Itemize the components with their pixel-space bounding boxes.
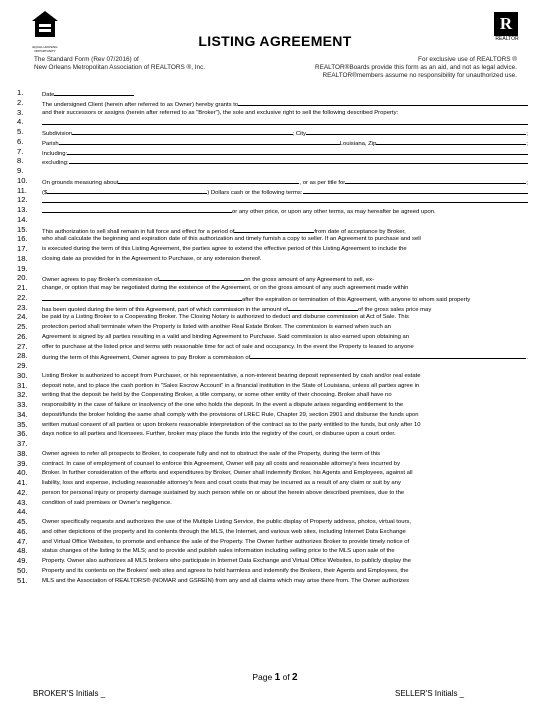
line-number: 15. [17, 224, 28, 234]
fill-in-blank[interactable] [345, 176, 526, 184]
seller-initials[interactable]: SELLER'S Initials _ [395, 689, 465, 698]
agreement-line [0, 332, 550, 342]
line-text [42, 488, 528, 498]
agreement-line [0, 400, 550, 410]
line-text-b: from date of acceptance by Broker, [314, 228, 406, 235]
association-name: New Orleans Metropolitan Association of REALTORS ®, Inc. [34, 64, 206, 71]
line-number: 40. [17, 468, 28, 478]
line-number: 42. [17, 487, 28, 497]
line-text [42, 420, 528, 430]
header-right-notice [315, 56, 517, 80]
line-number: 6. [17, 136, 24, 146]
fill-in-blank[interactable] [118, 176, 299, 184]
page-prefix: Page [252, 672, 273, 682]
line-text [42, 342, 528, 352]
fill-in-blank[interactable] [306, 127, 526, 135]
agreement-line [0, 293, 550, 303]
line-text [42, 468, 528, 478]
line-text-a: change, or option that may be negotiated during the existence of the Agreement, or on the gross amount of any such agreement made within [42, 285, 409, 291]
line-text-b: ) Dollars cash or the following terms: [207, 189, 303, 196]
line-text-a: Owner agrees to pay Broker's commission of [42, 277, 160, 284]
line-number: 48. [17, 546, 28, 556]
agreement-line [0, 439, 550, 449]
line-number: 39. [17, 458, 28, 468]
line-number: 1. [17, 88, 24, 97]
agreement-line [0, 186, 550, 196]
line-number: 20. [17, 273, 28, 283]
line-text-a: who shall calculate the beginning and expiration date of this authorization and timely furnish a copy to seller. If an Agreement to purchase and sell [42, 236, 421, 243]
agreement-line [0, 166, 550, 176]
line-text-a: after the expiration or termination of this Agreement, with anyone to whom said property [242, 296, 471, 303]
line-text-c: . [526, 355, 528, 362]
line-number: 26. [17, 331, 28, 341]
line-text-b: ; City [292, 131, 306, 137]
fill-in-blank[interactable] [59, 137, 340, 145]
fill-in-blank[interactable] [69, 156, 528, 164]
line-text-a: Owner agrees to refer all prospects to Broker, to cooperate fully and not to obstruct the sale of the Property, during the term of this [42, 450, 381, 457]
line-number: 19. [17, 263, 28, 273]
line-text-a: MLS and the Association of REALTORS® (NOMAR and GSREIN) from any and all claims which may arise there from. The Owner authorizes [42, 577, 410, 584]
line-number: 30. [17, 370, 28, 380]
line-text-c: ; [526, 131, 528, 137]
line-number: 14. [17, 214, 28, 224]
fill-in-blank[interactable] [42, 117, 528, 125]
line-text [42, 390, 528, 400]
agreement-line [0, 108, 550, 118]
line-text-a: writing that the deposit be held by the Cooperating Broker, a title company, or some other entity of their choosing. Broker shall have no [42, 392, 392, 399]
line-text-a: Date [42, 92, 55, 98]
line-text [42, 546, 528, 556]
line-text [42, 556, 528, 566]
agreement-line [0, 322, 550, 332]
line-number: 17. [17, 244, 28, 253]
line-text-a: is executed during the term of this Listing Agreement, the parties agree to extend the effective period of this Listing Agreement to include the [42, 246, 407, 252]
agreement-line [0, 264, 550, 274]
agreement-line [0, 507, 550, 517]
line-number: 3. [17, 107, 24, 117]
line-number: 44. [17, 507, 28, 517]
line-text [42, 234, 528, 244]
agreement-line [0, 273, 550, 283]
line-text [42, 283, 528, 293]
agreement-line [0, 156, 550, 166]
agreement-line [0, 225, 550, 235]
fill-in-blank[interactable] [72, 127, 292, 135]
document-title: LISTING AGREEMENT [198, 33, 352, 49]
line-number: 16. [17, 234, 28, 244]
agreement-line [0, 254, 550, 264]
line-number: 45. [17, 517, 28, 526]
line-text-a: This authorization to sell shall remain in full force and effect for a period of [42, 228, 235, 235]
line-text [42, 195, 528, 203]
line-number: 38. [17, 448, 28, 458]
fill-in-blank[interactable] [42, 293, 242, 301]
line-number: 41. [17, 478, 28, 487]
line-number: 18. [17, 253, 28, 263]
agreement-line [0, 205, 550, 215]
fill-in-blank[interactable] [42, 195, 528, 203]
line-number: 49. [17, 556, 28, 565]
line-number: 22. [17, 292, 28, 302]
line-text-a: The undersigned Client (herein after referred to as Owner) hereby grants to [42, 101, 239, 108]
agreement-line [0, 478, 550, 488]
line-text [42, 566, 528, 576]
line-text-a: Parish [42, 140, 59, 147]
line-text-a: days notice to all parties and licensees. Further, broker may place the funds into the registry of the court, or disburse upon a court order. [42, 431, 396, 438]
fill-in-blank[interactable] [47, 186, 207, 194]
line-number: 31. [17, 380, 28, 390]
agreement-line [0, 566, 550, 576]
line-text [42, 478, 528, 488]
line-text-b: , or as per title for [299, 179, 346, 186]
fill-in-blank[interactable] [159, 273, 244, 281]
responsibility-note: REALTOR®members assume no responsibility for unauthorized use. [322, 72, 517, 79]
eho-caption: EQUAL HOUSING OPPORTUNITY [32, 45, 58, 53]
agreement-line [0, 556, 550, 566]
agreement-line [0, 127, 550, 137]
agreement-line [0, 371, 550, 381]
agreement-line [0, 361, 550, 371]
fill-in-blank[interactable] [238, 98, 528, 106]
agreement-line [0, 234, 550, 244]
realtor-caption: REALTOR [495, 36, 519, 42]
line-text-a: contract. In case of employment of counsel to enforce this Agreement, Owner will pay all costs and reasonable attorney's fees incurred by [42, 460, 401, 467]
line-text-a: responsibility in the case of failure or insolvency of the one who holds the deposit. In the event a dispute arises regarding entitlement to the [42, 402, 404, 408]
line-number: 5. [17, 127, 24, 136]
line-text [42, 244, 528, 254]
line-text-a: and their successors or assigns (herein after referred to as "Broker"), the sole and exclusive right to sell the following described Property: [42, 109, 399, 116]
line-text-a: Agreement is signed by all parties resulting in a valid and binding Agreement to Purchase. Said commission is also earned upon obtaining an [42, 333, 410, 340]
fill-in-blank[interactable] [303, 186, 528, 194]
line-number: 4. [17, 117, 24, 127]
line-text [42, 312, 528, 322]
line-number: 32. [17, 390, 28, 400]
line-number: 10. [17, 175, 28, 185]
fill-in-blank[interactable] [42, 205, 232, 213]
line-number: 51. [17, 575, 28, 585]
agreement-line [0, 312, 550, 322]
agreement-line [0, 117, 550, 127]
line-number: 46. [17, 526, 28, 536]
line-text-a: status changes of the listing to the MLS; and to provide and publish sales information including selling price to the MLS upon sale of the [42, 548, 395, 555]
line-text-a: offer to purchase at the listed price and terms with reasonable time for act of sale and occupancy. In the event the Property is leased to anyone [42, 343, 414, 350]
line-text [42, 429, 528, 439]
agreement-line [0, 537, 550, 547]
line-number: 24. [17, 312, 28, 322]
line-text-a: Broker. In further consideration of the efforts and expenditures by Broker, Owner shall indemnify Broker, his Agents and Employees, against all [42, 470, 413, 477]
agreement-line [0, 410, 550, 420]
line-text-a: or any other price, or upon any other terms, as may hereafter be agreed upon. [232, 209, 436, 215]
page-of: of [282, 672, 290, 682]
exclusive-use-note: For exclusive use of REALTORS ® [418, 56, 517, 63]
fill-in-blank[interactable] [54, 88, 134, 96]
line-text [42, 527, 528, 537]
agreement-line [0, 215, 550, 225]
line-number: 33. [17, 400, 28, 409]
line-text-a: closing date as provided for in the Agreement to Purchase, or any extension thereof. [42, 255, 262, 262]
line-number: 37. [17, 439, 28, 448]
line-text [42, 498, 528, 508]
line-text-a: has been quoted during the term of this Agreement, part of which commission in the amount of [42, 306, 288, 313]
line-text-c: ; [526, 140, 528, 147]
line-number: 11. [17, 185, 27, 195]
line-text [42, 410, 528, 420]
fill-in-blank[interactable] [288, 303, 358, 311]
line-text-a: person for personal injury or property damage sustained by such person while on or about the herein above described premises, due to the [42, 489, 405, 496]
line-number: 23. [17, 302, 28, 312]
agreement-line [0, 283, 550, 293]
line-number: 25. [17, 322, 28, 331]
agreement-line [0, 420, 550, 430]
legal-advice-note: REALTOR®Boards provide this form as an aid, and not as legal advice. [315, 64, 517, 71]
agreement-line [0, 98, 550, 108]
agreement-line [0, 576, 550, 586]
line-text-b: Louisiana, Zip [339, 140, 377, 147]
line-text-a: Including: [42, 150, 68, 157]
agreement-line [0, 147, 550, 157]
agreement-line [0, 137, 550, 147]
line-text-a: and Virtual Office Websites, to promote and enhance the sale of the Property. The Owner further authorizes Broker to provide timely notice of [42, 538, 410, 545]
line-text [42, 117, 528, 125]
line-text-a: and other depictions of the property and its contents through the MLS, the Internet, and various web sites, including Internet Data Exchange [42, 528, 406, 535]
agreement-line [0, 176, 550, 186]
line-text [42, 459, 528, 469]
line-number: 29. [17, 361, 28, 370]
line-text [42, 254, 528, 264]
agreement-line [0, 517, 550, 527]
line-text [42, 449, 528, 459]
line-number: 27. [17, 341, 28, 351]
line-text [42, 322, 528, 332]
agreement-line [0, 546, 550, 556]
line-text-a: Property. Owner also authorizes all MLS brokers who participate in Internet Data Exchange and Virtual Office Websites, to publicly display the [42, 558, 411, 564]
line-number: 28. [17, 351, 28, 361]
line-text-a: deposit/funds the broker holding the same shall comply with the provisions of LREC Rule, Chapter 29, section 2901 and disburse the funds upon [42, 411, 419, 418]
line-text-a: condition of said premises or Owner's negligence. [42, 499, 172, 506]
form-revision: The Standard Form (Rev 07/2016) of [34, 56, 139, 63]
agreement-line [0, 459, 550, 469]
line-text [42, 517, 528, 527]
broker-initials[interactable]: BROKER'S Initials _ [33, 689, 106, 698]
line-text-a: excluding: [42, 160, 69, 167]
agreement-line [0, 468, 550, 478]
line-number: 12. [17, 195, 28, 205]
agreement-line [0, 527, 550, 537]
line-number: 21. [17, 283, 28, 292]
line-text-b: of the gross sales price may [357, 306, 432, 313]
line-text-a: be paid by a Listing Broker to a Cooperating Broker. The Closing Notary is authorized to deduct and disburse commission at Act of Sale. This [42, 314, 409, 321]
agreement-line [0, 351, 550, 361]
agreement-line [0, 303, 550, 313]
line-number: 8. [17, 156, 24, 166]
fill-in-blank[interactable] [376, 137, 526, 145]
line-text-a: during the term of this Agreement, Owner agrees to pay Broker a commission of [42, 355, 251, 362]
fill-in-blank[interactable] [67, 147, 528, 155]
line-number: 36. [17, 429, 28, 439]
agreement-line [0, 244, 550, 254]
agreement-line [0, 429, 550, 439]
line-text-a: On grounds measuring about [42, 179, 119, 186]
agreement-line [0, 498, 550, 508]
agreement-body [0, 88, 550, 585]
line-text [42, 332, 528, 342]
page-total: 2 [292, 672, 298, 683]
line-number: 43. [17, 497, 28, 507]
line-text [42, 400, 528, 410]
line-text-a: Owner specifically requests and authorizes the use of the Multiple Listing Service, the public display of Property address, photos, virtual tours, [42, 519, 412, 525]
agreement-line [0, 195, 550, 205]
agreement-line [0, 381, 550, 391]
line-text-c: ; [526, 179, 528, 186]
line-text-a: Subdivision [42, 131, 73, 137]
line-text-a: Listing Broker is authorized to accept from Purchaser, or his representative, a non-interest bearing deposit represented by cash and/or real estate [42, 372, 421, 379]
line-number: 9. [17, 166, 24, 175]
agreement-line [0, 342, 550, 352]
header-left-notice [34, 56, 205, 72]
line-number: 34. [17, 409, 28, 419]
fill-in-blank[interactable] [234, 225, 314, 233]
line-number: 2. [17, 97, 24, 107]
line-text [42, 537, 528, 547]
line-text-b: on the gross amount of any Agreement to sell, ex- [244, 277, 375, 284]
line-text [42, 381, 528, 391]
line-text-a: written mutual consent of all parties or upon brokers reasonable interpretation of the contract as to the party entitled to the funds, but only after 10 [42, 421, 421, 428]
line-text-a: protection period shall terminate when the Property is listed with another Real Estate Broker. The commission is earned when such an [42, 324, 391, 330]
line-text-a: deposit note, and to place the cash portion in "Sales Escrow Account" in a financial institution in the State of Louisiana, unless all parties agree in [42, 382, 420, 389]
line-text-a: Property and its contents on the Brokers' web sites and agrees to hold harmless and indemnify the Brokers, their Agents and Employees, the [42, 567, 409, 574]
fill-in-blank[interactable] [250, 351, 526, 359]
line-text [42, 576, 528, 586]
line-number: 13. [17, 205, 28, 214]
agreement-line [0, 449, 550, 459]
realtor-r-icon: R [494, 12, 518, 36]
line-number: 7. [17, 146, 24, 156]
line-text [42, 108, 528, 118]
page-current: 1 [274, 672, 281, 683]
page-indicator [0, 672, 550, 683]
line-number: 50. [17, 565, 28, 575]
line-text-a: ($ [42, 189, 48, 196]
line-number: 35. [17, 419, 28, 429]
agreement-line [0, 88, 550, 98]
line-number: 47. [17, 536, 28, 546]
line-text-a: liability, loss and expense, including reasonable attorney's fees and court costs that may be incurred as a result of any claim or suit by any [42, 480, 401, 486]
line-text [42, 371, 528, 381]
agreement-line [0, 488, 550, 498]
agreement-line [0, 390, 550, 400]
